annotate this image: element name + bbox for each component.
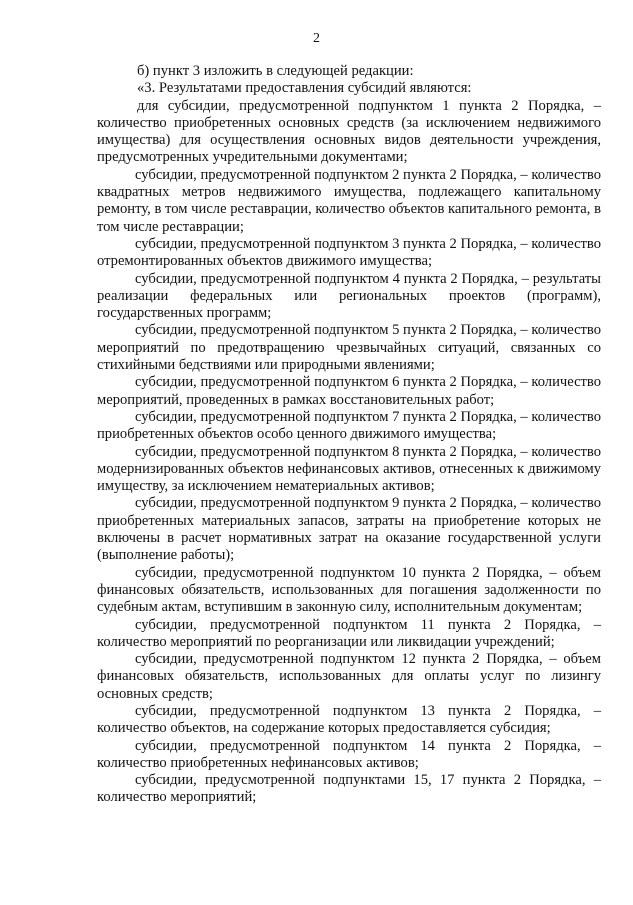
paragraph-subsidy-8: субсидии, предусмотренной подпунктом 8 пункта 2 Порядка, – количество модернизированных объектов нефинансовых активов, отнесенных к движимому имуществу, за исключением нематериальных активов;: [97, 443, 602, 495]
paragraph-subsidy-12: субсидии, предусмотренной подпунктом 12 пункта 2 Порядка, – объем финансовых обязательств, использованных для оплаты услуг по лизингу основных средств;: [97, 651, 601, 702]
paragraph-subsidy-1: для субсидии, предусмотренной подпунктом 1 пункта 2 Порядка, – количество приобретенных основных средств (за исключением недвижимого имущества) для осуществления основных видов деятельности учреждения, предусмотренных учредительными документами;: [97, 97, 601, 166]
paragraph-subsidy-15-17: субсидии, предусмотренной подпунктами 15, 17 пункта 2 Порядка, – количество мероприятий;: [97, 772, 601, 806]
paragraph-subsidy-10: субсидии, предусмотренной подпунктом 10 пункта 2 Порядка, – объем финансовых обязательств, использованных для погашения задолженности по судебным актам, вступившим в законную силу, исполнительным документам;: [97, 564, 601, 616]
paragraph-subsidy-14: субсидии, предусмотренной подпунктом 14 пункта 2 Порядка, – количество приобретенных нефинансовых активов;: [97, 737, 601, 771]
paragraph-subsidy-5: субсидии, предусмотренной подпунктом 5 пункта 2 Порядка, – количество мероприятий по предотвращению чрезвычайных ситуаций, связанных со стихийными бедствиями или природными явлениями;: [97, 322, 602, 374]
paragraph-subsidy-7: субсидии, предусмотренной подпунктом 7 пункта 2 Порядка, – количество приобретенных объектов особо ценного движимого имущества;: [97, 408, 602, 443]
paragraph-subsidy-4: субсидии, предусмотренной подпунктом 4 пункта 2 Порядка, – результаты реализации федеральных или региональных проектов (программ), государственных программ;: [97, 270, 601, 322]
paragraph-subsidy-2: субсидии, предусмотренной подпунктом 2 пункта 2 Порядка, – количество квадратных метров недвижимого имущества, подлежащего капитальному ремонту, в том числе реставрации, количество объектов капитального ремонта, в том числе реставрации;: [97, 166, 602, 235]
paragraph-subsidy-6: субсидии, предусмотренной подпунктом 6 пункта 2 Порядка, – количество мероприятий, проведенных в рамках восстановительных работ;: [97, 374, 602, 408]
paragraph-subsidy-11: субсидии, предусмотренной подпунктом 11 пункта 2 Порядка, – количество мероприятий по реорганизации или ликвидации учреждений;: [97, 616, 601, 650]
paragraph-subsidy-3: субсидии, предусмотренной подпунктом 3 пункта 2 Порядка, – количество отремонтированных объектов движимого имущества;: [97, 235, 602, 270]
paragraph-clause-3-heading: «3. Результатами предоставления субсидий являются:: [137, 80, 472, 97]
document-body: [97, 63, 601, 807]
page-number: 2: [313, 31, 320, 46]
paragraph-amendment-intro: б) пункт 3 изложить в следующей редакции:: [137, 63, 414, 79]
paragraph-subsidy-9: субсидии, предусмотренной подпунктом 9 пункта 2 Порядка, – количество приобретенных материальных запасов, затраты на приобретение которых не включены в расчет нормативных затрат на оказание государственной услуги (выполнение работы);: [97, 495, 602, 564]
paragraph-subsidy-13: субсидии, предусмотренной подпунктом 13 пункта 2 Порядка, – количество объектов, на содержание которых предоставляется субсидия;: [97, 702, 601, 737]
